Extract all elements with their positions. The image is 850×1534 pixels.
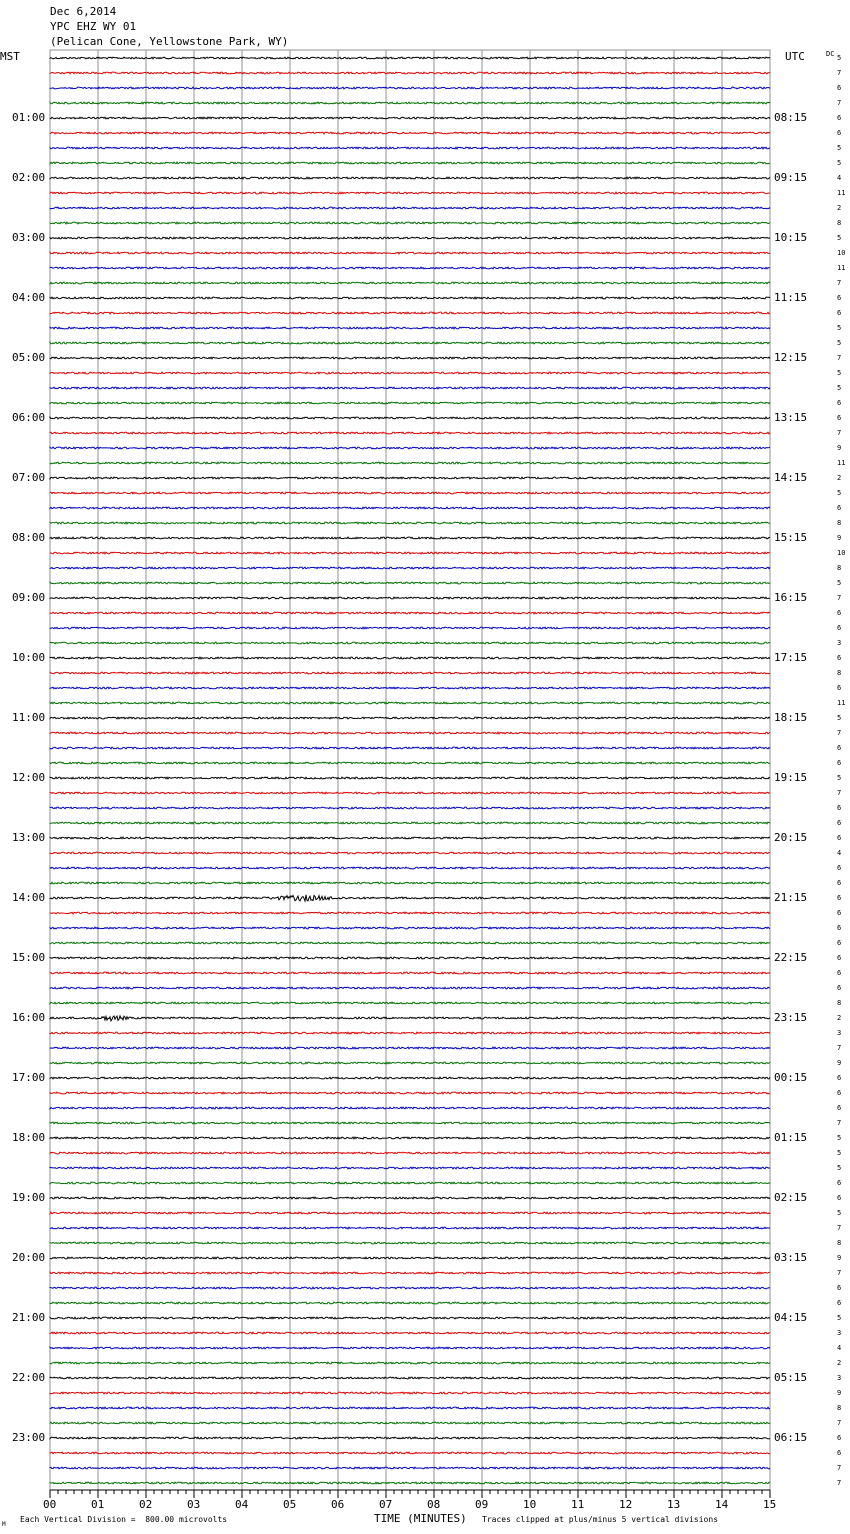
left-hour-label: 05:00 [12, 351, 46, 364]
seismic-trace [50, 1227, 770, 1229]
seismic-trace [50, 1377, 770, 1379]
dc-value: 6 [837, 984, 842, 992]
left-hour-label: 17:00 [12, 1071, 46, 1084]
right-hour-label: 00:15 [774, 1071, 808, 1084]
seismic-trace [50, 1467, 770, 1469]
seismic-trace [50, 147, 770, 149]
seismic-trace [50, 1092, 770, 1094]
dc-value: 2 [837, 204, 842, 212]
right-hour-label: 08:15 [774, 111, 808, 124]
seismic-trace [50, 492, 770, 494]
seismic-trace [50, 627, 770, 629]
seismic-trace [50, 222, 770, 224]
seismic-trace [50, 1437, 770, 1439]
right-timezone-label: UTC [785, 50, 805, 63]
seismic-trace [50, 327, 770, 329]
dc-value: 8 [837, 1404, 842, 1412]
right-hour-label: 18:15 [774, 711, 808, 724]
seismic-trace [50, 1332, 770, 1334]
dc-value: 6 [837, 1089, 842, 1097]
dc-value: 6 [837, 609, 842, 617]
seismic-trace [50, 87, 770, 89]
x-tick-label: 07 [379, 1498, 393, 1511]
dc-value: 7 [837, 354, 842, 362]
x-tick-label: 05 [283, 1498, 297, 1511]
seismic-trace [50, 1062, 770, 1064]
seismic-trace [50, 1077, 770, 1079]
right-hour-label: 02:15 [774, 1191, 808, 1204]
dc-value: 7 [837, 1224, 842, 1232]
seismic-trace [50, 252, 770, 254]
right-hour-label: 22:15 [774, 951, 808, 964]
dc-value: 6 [837, 114, 842, 122]
dc-value: 2 [837, 1014, 842, 1022]
seismic-trace [50, 702, 770, 704]
dc-value: 6 [837, 1434, 842, 1442]
dc-value: 6 [837, 939, 842, 947]
seismic-trace [50, 1122, 770, 1124]
dc-value: 6 [837, 399, 842, 407]
dc-value: 8 [837, 1239, 842, 1247]
dc-value: 7 [837, 1419, 842, 1427]
seismic-trace [50, 192, 770, 194]
dc-value: 5 [837, 714, 842, 722]
x-tick-label: 00 [43, 1498, 57, 1511]
seismic-trace [50, 1242, 770, 1244]
seismic-trace [50, 357, 770, 359]
seismic-trace [50, 777, 770, 779]
dc-value: 4 [837, 849, 842, 857]
corner-mark: M [2, 1521, 6, 1528]
dc-value: 6 [837, 414, 842, 422]
seismic-trace [50, 417, 770, 419]
seismic-trace [50, 1197, 770, 1199]
dc-value: 6 [837, 1194, 842, 1202]
dc-value: 8 [837, 219, 842, 227]
seismic-trace [50, 402, 770, 404]
dc-value: 6 [837, 759, 842, 767]
dc-value: 5 [837, 1134, 842, 1142]
seismic-trace [50, 237, 770, 239]
seismic-trace [50, 1032, 770, 1034]
dc-value: 6 [837, 1074, 842, 1082]
dc-value: 6 [837, 864, 842, 872]
dc-value: 5 [837, 579, 842, 587]
seismic-trace [50, 1452, 770, 1454]
seismic-trace [50, 1362, 770, 1364]
right-hour-label: 05:15 [774, 1371, 808, 1384]
left-hour-label: 02:00 [12, 171, 46, 184]
left-hour-label: 19:00 [12, 1191, 46, 1204]
header-location: (Pelican Cone, Yellowstone Park, WY) [50, 35, 289, 48]
seismic-trace [50, 852, 770, 854]
seismic-trace [50, 432, 770, 434]
seismic-trace [50, 972, 770, 974]
seismic-trace [50, 297, 770, 299]
dc-value: 7 [837, 69, 842, 77]
seismic-trace [50, 1482, 770, 1484]
x-tick-label: 10 [523, 1498, 537, 1511]
seismic-trace [50, 747, 770, 749]
left-hour-label: 06:00 [12, 411, 46, 424]
dc-value: 11 [837, 459, 846, 467]
seismic-trace [50, 987, 770, 989]
seismic-trace [50, 657, 770, 659]
dc-value: 6 [837, 84, 842, 92]
right-hour-label: 14:15 [774, 471, 808, 484]
seismic-trace [50, 1152, 770, 1154]
right-hour-label: 04:15 [774, 1311, 808, 1324]
dc-label: DC [826, 50, 835, 58]
dc-value: 6 [837, 684, 842, 692]
left-hour-label: 08:00 [12, 531, 46, 544]
dc-value: 7 [837, 729, 842, 737]
dc-value: 9 [837, 1389, 842, 1397]
seismic-trace [50, 1302, 770, 1304]
left-hour-label: 01:00 [12, 111, 46, 124]
right-hour-label: 03:15 [774, 1251, 808, 1264]
x-axis-label: TIME (MINUTES) [374, 1512, 467, 1525]
dc-value: 8 [837, 999, 842, 1007]
seismic-trace [50, 807, 770, 809]
right-hour-label: 10:15 [774, 231, 808, 244]
dc-value: 6 [837, 1284, 842, 1292]
dc-value: 9 [837, 534, 842, 542]
seismic-trace [50, 895, 770, 901]
right-hour-label: 01:15 [774, 1131, 808, 1144]
right-hour-label: 19:15 [774, 771, 808, 784]
dc-value: 9 [837, 1254, 842, 1262]
left-hour-label: 21:00 [12, 1311, 46, 1324]
dc-value: 5 [837, 489, 842, 497]
seismic-trace [50, 537, 770, 539]
seismic-trace [50, 687, 770, 689]
seismic-trace [50, 552, 770, 554]
dc-value: 7 [837, 99, 842, 107]
x-tick-label: 12 [619, 1498, 633, 1511]
x-tick-label: 02 [139, 1498, 153, 1511]
dc-value: 7 [837, 1464, 842, 1472]
dc-value: 8 [837, 669, 842, 677]
left-hour-label: 16:00 [12, 1011, 46, 1024]
left-hour-label: 03:00 [12, 231, 46, 244]
dc-value: 5 [837, 339, 842, 347]
dc-value: 7 [837, 789, 842, 797]
seismic-trace [50, 1272, 770, 1274]
dc-value: 4 [837, 174, 842, 182]
x-tick-label: 06 [331, 1498, 345, 1511]
x-tick-label: 04 [235, 1498, 249, 1511]
dc-value: 10 [837, 549, 846, 557]
seismic-trace [50, 1287, 770, 1289]
x-tick-label: 03 [187, 1498, 201, 1511]
seismic-trace [50, 882, 770, 884]
seismic-trace [50, 927, 770, 929]
dc-value: 6 [837, 1179, 842, 1187]
seismic-trace [50, 672, 770, 674]
seismic-trace [50, 1167, 770, 1169]
right-hour-label: 20:15 [774, 831, 808, 844]
seismic-trace [50, 867, 770, 869]
seismic-trace [50, 177, 770, 179]
dc-value: 5 [837, 1314, 842, 1322]
dc-value: 2 [837, 1359, 842, 1367]
seismic-trace [50, 1317, 770, 1319]
right-hour-label: 13:15 [774, 411, 808, 424]
seismic-trace [50, 72, 770, 74]
seismic-trace [50, 1347, 770, 1349]
seismic-trace [50, 597, 770, 599]
dc-value: 9 [837, 1059, 842, 1067]
seismic-trace [50, 612, 770, 614]
seismic-trace [50, 207, 770, 209]
seismic-trace [50, 1047, 770, 1049]
dc-value: 6 [837, 294, 842, 302]
dc-value: 3 [837, 1374, 842, 1382]
seismic-trace [50, 582, 770, 584]
dc-value: 5 [837, 1149, 842, 1157]
left-hour-label: 20:00 [12, 1251, 46, 1264]
seismic-trace [50, 507, 770, 509]
x-tick-label: 01 [91, 1498, 105, 1511]
seismic-trace [50, 282, 770, 284]
left-hour-label: 12:00 [12, 771, 46, 784]
dc-value: 7 [837, 279, 842, 287]
left-hour-label: 13:00 [12, 831, 46, 844]
left-hour-label: 07:00 [12, 471, 46, 484]
dc-value: 6 [837, 309, 842, 317]
seismic-trace [50, 102, 770, 104]
seismic-trace [50, 462, 770, 464]
right-hour-label: 16:15 [774, 591, 808, 604]
seismic-trace [50, 1137, 770, 1139]
dc-value: 5 [837, 1209, 842, 1217]
left-hour-label: 10:00 [12, 651, 46, 664]
dc-value: 5 [837, 324, 842, 332]
seismic-trace [50, 312, 770, 314]
left-hour-label: 23:00 [12, 1431, 46, 1444]
dc-value: 5 [837, 369, 842, 377]
right-hour-label: 15:15 [774, 531, 808, 544]
dc-value: 6 [837, 654, 842, 662]
dc-value: 5 [837, 234, 842, 242]
dc-value: 7 [837, 429, 842, 437]
dc-value: 7 [837, 1119, 842, 1127]
dc-value: 8 [837, 564, 842, 572]
left-hour-label: 04:00 [12, 291, 46, 304]
seismic-trace [50, 1107, 770, 1109]
seismic-trace [50, 942, 770, 944]
header-date: Dec 6,2014 [50, 5, 117, 18]
dc-value: 5 [837, 1164, 842, 1172]
dc-value: 4 [837, 1344, 842, 1352]
dc-value: 11 [837, 264, 846, 272]
dc-value: 9 [837, 444, 842, 452]
dc-value: 6 [837, 624, 842, 632]
dc-value: 6 [837, 819, 842, 827]
seismic-trace [50, 762, 770, 764]
dc-value: 6 [837, 894, 842, 902]
seismic-trace [50, 447, 770, 449]
left-hour-label: 14:00 [12, 891, 46, 904]
x-tick-label: 15 [763, 1498, 777, 1511]
dc-value: 6 [837, 129, 842, 137]
seismic-trace [50, 957, 770, 959]
dc-value: 7 [837, 1479, 842, 1487]
seismic-trace [50, 732, 770, 734]
dc-value: 2 [837, 474, 842, 482]
dc-value: 5 [837, 144, 842, 152]
right-hour-label: 17:15 [774, 651, 808, 664]
x-tick-label: 11 [571, 1498, 585, 1511]
dc-value: 11 [837, 189, 846, 197]
dc-value: 6 [837, 1449, 842, 1457]
x-tick-label: 08 [427, 1498, 441, 1511]
seismic-trace [50, 912, 770, 914]
seismic-trace [50, 132, 770, 134]
seismic-trace [50, 1016, 770, 1021]
dc-value: 7 [837, 1044, 842, 1052]
seismic-trace [50, 477, 770, 479]
seismic-trace [50, 57, 770, 59]
dc-value: 6 [837, 834, 842, 842]
seismic-trace [50, 342, 770, 344]
seismic-trace [50, 792, 770, 794]
seismic-trace [50, 1422, 770, 1424]
dc-value: 5 [837, 384, 842, 392]
dc-value: 10 [837, 249, 846, 257]
right-hour-label: 11:15 [774, 291, 808, 304]
scale-note: Each Vertical Division = 800.00 microvolts [20, 1515, 228, 1524]
dc-value: 6 [837, 744, 842, 752]
seismic-trace [50, 162, 770, 164]
dc-value: 7 [837, 594, 842, 602]
seismic-trace [50, 1212, 770, 1214]
seismic-trace [50, 1182, 770, 1184]
dc-value: 6 [837, 804, 842, 812]
seismic-trace [50, 522, 770, 524]
dc-value: 7 [837, 1269, 842, 1277]
dc-value: 8 [837, 519, 842, 527]
right-hour-label: 21:15 [774, 891, 808, 904]
dc-value: 6 [837, 504, 842, 512]
dc-value: 5 [837, 774, 842, 782]
dc-value: 6 [837, 1104, 842, 1112]
dc-value: 11 [837, 699, 846, 707]
seismic-trace [50, 1257, 770, 1259]
x-tick-label: 13 [667, 1498, 681, 1511]
dc-value: 3 [837, 1329, 842, 1337]
seismic-trace [50, 642, 770, 644]
dc-value: 6 [837, 1299, 842, 1307]
right-hour-label: 12:15 [774, 351, 808, 364]
left-hour-label: 18:00 [12, 1131, 46, 1144]
dc-value: 6 [837, 924, 842, 932]
seismic-trace [50, 567, 770, 569]
left-hour-label: 09:00 [12, 591, 46, 604]
seismic-trace [50, 117, 770, 119]
clip-note: Traces clipped at plus/minus 5 vertical divisions [482, 1515, 719, 1524]
right-hour-label: 06:15 [774, 1431, 808, 1444]
left-hour-label: 22:00 [12, 1371, 46, 1384]
seismic-trace [50, 1392, 770, 1394]
right-hour-label: 23:15 [774, 1011, 808, 1024]
dc-value: 6 [837, 969, 842, 977]
dc-value: 3 [837, 1029, 842, 1037]
dc-value: 5 [837, 54, 842, 62]
seismic-trace [50, 717, 770, 719]
dc-value: 6 [837, 879, 842, 887]
seismic-trace [50, 387, 770, 389]
left-timezone-label: MST [0, 50, 20, 63]
dc-value: 6 [837, 954, 842, 962]
dc-value: 3 [837, 639, 842, 647]
seismic-trace [50, 1002, 770, 1004]
seismic-trace [50, 822, 770, 824]
left-hour-label: 11:00 [12, 711, 46, 724]
left-hour-label: 15:00 [12, 951, 46, 964]
x-tick-label: 09 [475, 1498, 489, 1511]
x-tick-label: 14 [715, 1498, 729, 1511]
dc-value: 6 [837, 909, 842, 917]
right-hour-label: 09:15 [774, 171, 808, 184]
seismic-trace [50, 1407, 770, 1409]
seismic-trace [50, 372, 770, 374]
header-station: YPC EHZ WY 01 [50, 20, 137, 33]
dc-value: 5 [837, 159, 842, 167]
seismic-trace [50, 267, 770, 269]
seismic-trace [50, 837, 770, 839]
